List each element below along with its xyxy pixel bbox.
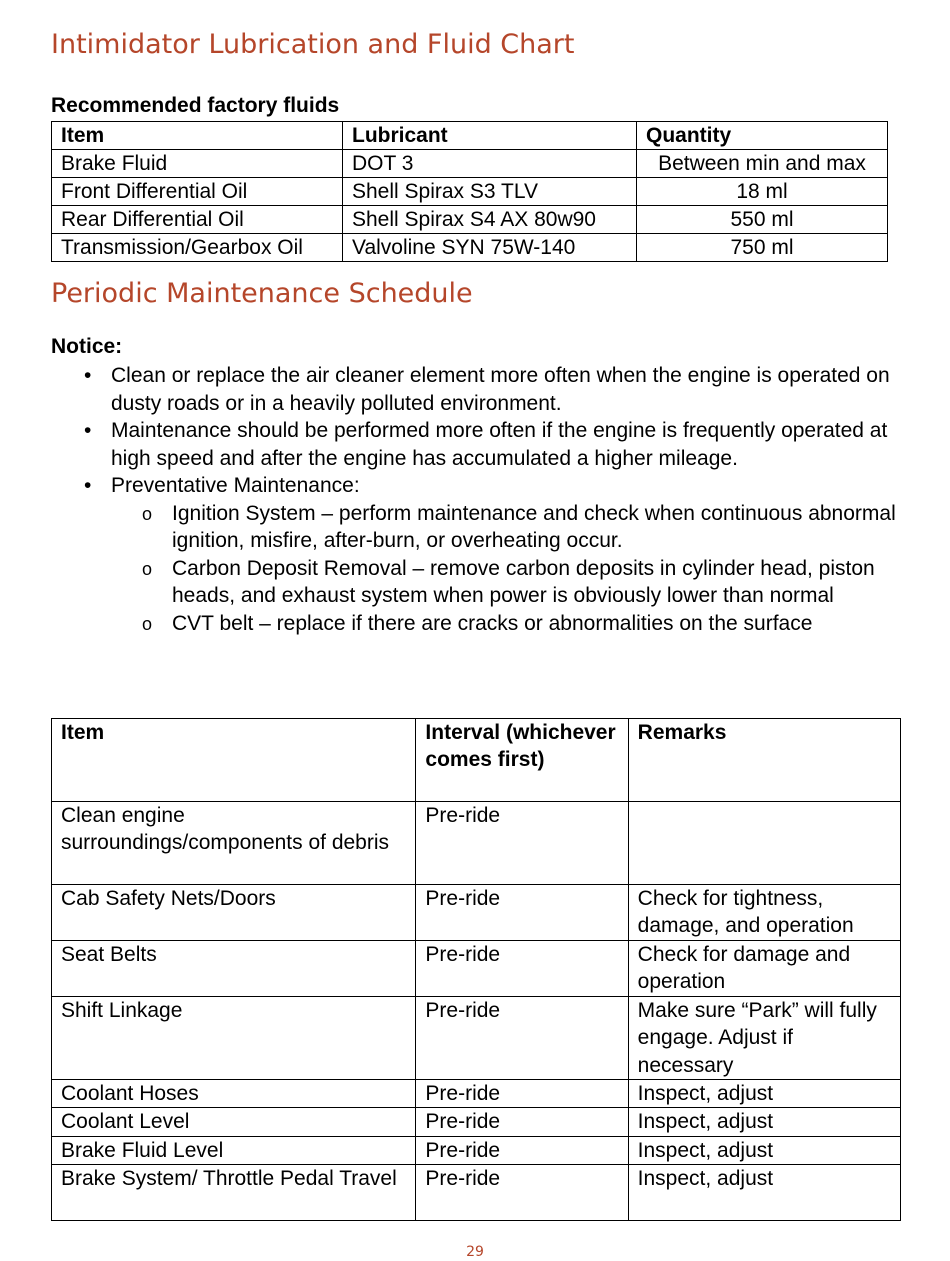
sub-list-item [111, 555, 911, 610]
fluid-item: Front Differential Oil [52, 178, 343, 206]
table-row [52, 206, 888, 234]
table-row [52, 1080, 901, 1108]
header-item: Item [52, 719, 416, 802]
header-remarks: Remarks [628, 719, 900, 802]
fluid-lubricant: Shell Spirax S3 TLV [343, 178, 637, 206]
fluids-table [51, 121, 888, 262]
notice-label: Notice: [51, 335, 123, 358]
sub-notice-text: Carbon Deposit Removal – remove carbon deposits in cylinder head, piston heads, and exhaust system when power is obviously lower than normal [172, 556, 875, 607]
fluid-item: Transmission/Gearbox Oil [52, 234, 343, 262]
sub-list-item [111, 500, 911, 555]
maintenance-interval: Pre-ride [416, 1108, 628, 1136]
table-row [52, 802, 901, 885]
maintenance-remarks: Inspect, adjust [628, 1108, 900, 1136]
circle-bullet-icon: o [142, 503, 153, 524]
maintenance-remarks: Check for damage and operation [628, 941, 900, 997]
maintenance-remarks: Inspect, adjust [628, 1080, 900, 1108]
maintenance-item: Shift Linkage [52, 997, 416, 1080]
maintenance-remarks: Inspect, adjust [628, 1136, 900, 1164]
maintenance-remarks: Inspect, adjust [628, 1164, 900, 1220]
fluid-item: Brake Fluid [52, 150, 343, 178]
list-item [51, 362, 911, 417]
maintenance-interval: Pre-ride [416, 997, 628, 1080]
table-row [52, 941, 901, 997]
fluid-lubricant: Shell Spirax S4 AX 80w90 [343, 206, 637, 234]
bullet-icon: • [84, 419, 92, 442]
table-row [52, 997, 901, 1080]
header-interval: Interval (whichever comes first) [416, 719, 628, 802]
maintenance-remarks [628, 802, 900, 885]
page-number: 29 [466, 1244, 484, 1260]
bullet-icon: • [84, 364, 92, 387]
notice-text: Preventative Maintenance: [111, 474, 360, 497]
page-title: Intimidator Lubrication and Fluid Chart [51, 29, 575, 60]
sub-notice-text: Ignition System – perform maintenance and check when continuous abnormal ignition, misfire, after-burn, or overheating occur. [172, 501, 896, 552]
maintenance-item: Brake System/ Throttle Pedal Travel [52, 1164, 416, 1220]
maintenance-item: Clean engine surroundings/components of debris [52, 802, 416, 885]
maintenance-interval: Pre-ride [416, 885, 628, 941]
notice-list [51, 362, 911, 637]
fluid-quantity: 750 ml [637, 234, 888, 262]
table-row [52, 1108, 901, 1136]
bullet-icon: • [84, 474, 92, 497]
sub-list-item [111, 610, 911, 638]
fluid-item: Rear Differential Oil [52, 206, 343, 234]
maintenance-interval: Pre-ride [416, 941, 628, 997]
notice-text: Maintenance should be performed more often if the engine is frequently operated at high speed and after the engine has accumulated a higher mileage. [111, 419, 888, 470]
header-item: Item [52, 122, 343, 150]
table-row [52, 1164, 901, 1220]
sub-list [111, 500, 911, 638]
fluids-caption: Recommended factory fluids [51, 94, 340, 117]
maintenance-interval: Pre-ride [416, 1136, 628, 1164]
table-row [52, 178, 888, 206]
maintenance-interval: Pre-ride [416, 802, 628, 885]
table-row [52, 1136, 901, 1164]
maintenance-item: Coolant Level [52, 1108, 416, 1136]
header-quantity: Quantity [637, 122, 888, 150]
sub-notice-text: CVT belt – replace if there are cracks or abnormalities on the surface [172, 611, 813, 635]
maintenance-item: Cab Safety Nets/Doors [52, 885, 416, 941]
maintenance-item: Seat Belts [52, 941, 416, 997]
fluid-lubricant: Valvoline SYN 75W-140 [343, 234, 637, 262]
fluid-lubricant: DOT 3 [343, 150, 637, 178]
maintenance-item: Coolant Hoses [52, 1080, 416, 1108]
section-title: Periodic Maintenance Schedule [51, 278, 473, 309]
circle-bullet-icon: o [142, 558, 153, 579]
notice-text: Clean or replace the air cleaner element more often when the engine is operated on dusty roads or in a heavily polluted environment. [111, 364, 890, 415]
list-item [51, 417, 911, 472]
table-row [52, 150, 888, 178]
list-item [51, 472, 911, 637]
table-row [52, 885, 901, 941]
maintenance-interval: Pre-ride [416, 1164, 628, 1220]
maintenance-interval: Pre-ride [416, 1080, 628, 1108]
maintenance-remarks: Check for tightness, damage, and operation [628, 885, 900, 941]
fluid-quantity: Between min and max [637, 150, 888, 178]
fluid-quantity: 550 ml [637, 206, 888, 234]
fluid-quantity: 18 ml [637, 178, 888, 206]
table-header-row [52, 719, 901, 802]
maintenance-remarks: Make sure “Park” will fully engage. Adjust if necessary [628, 997, 900, 1080]
maintenance-item: Brake Fluid Level [52, 1136, 416, 1164]
table-header-row [52, 122, 888, 150]
header-lubricant: Lubricant [343, 122, 637, 150]
maintenance-table [51, 718, 901, 1221]
table-row [52, 234, 888, 262]
circle-bullet-icon: o [142, 613, 153, 634]
